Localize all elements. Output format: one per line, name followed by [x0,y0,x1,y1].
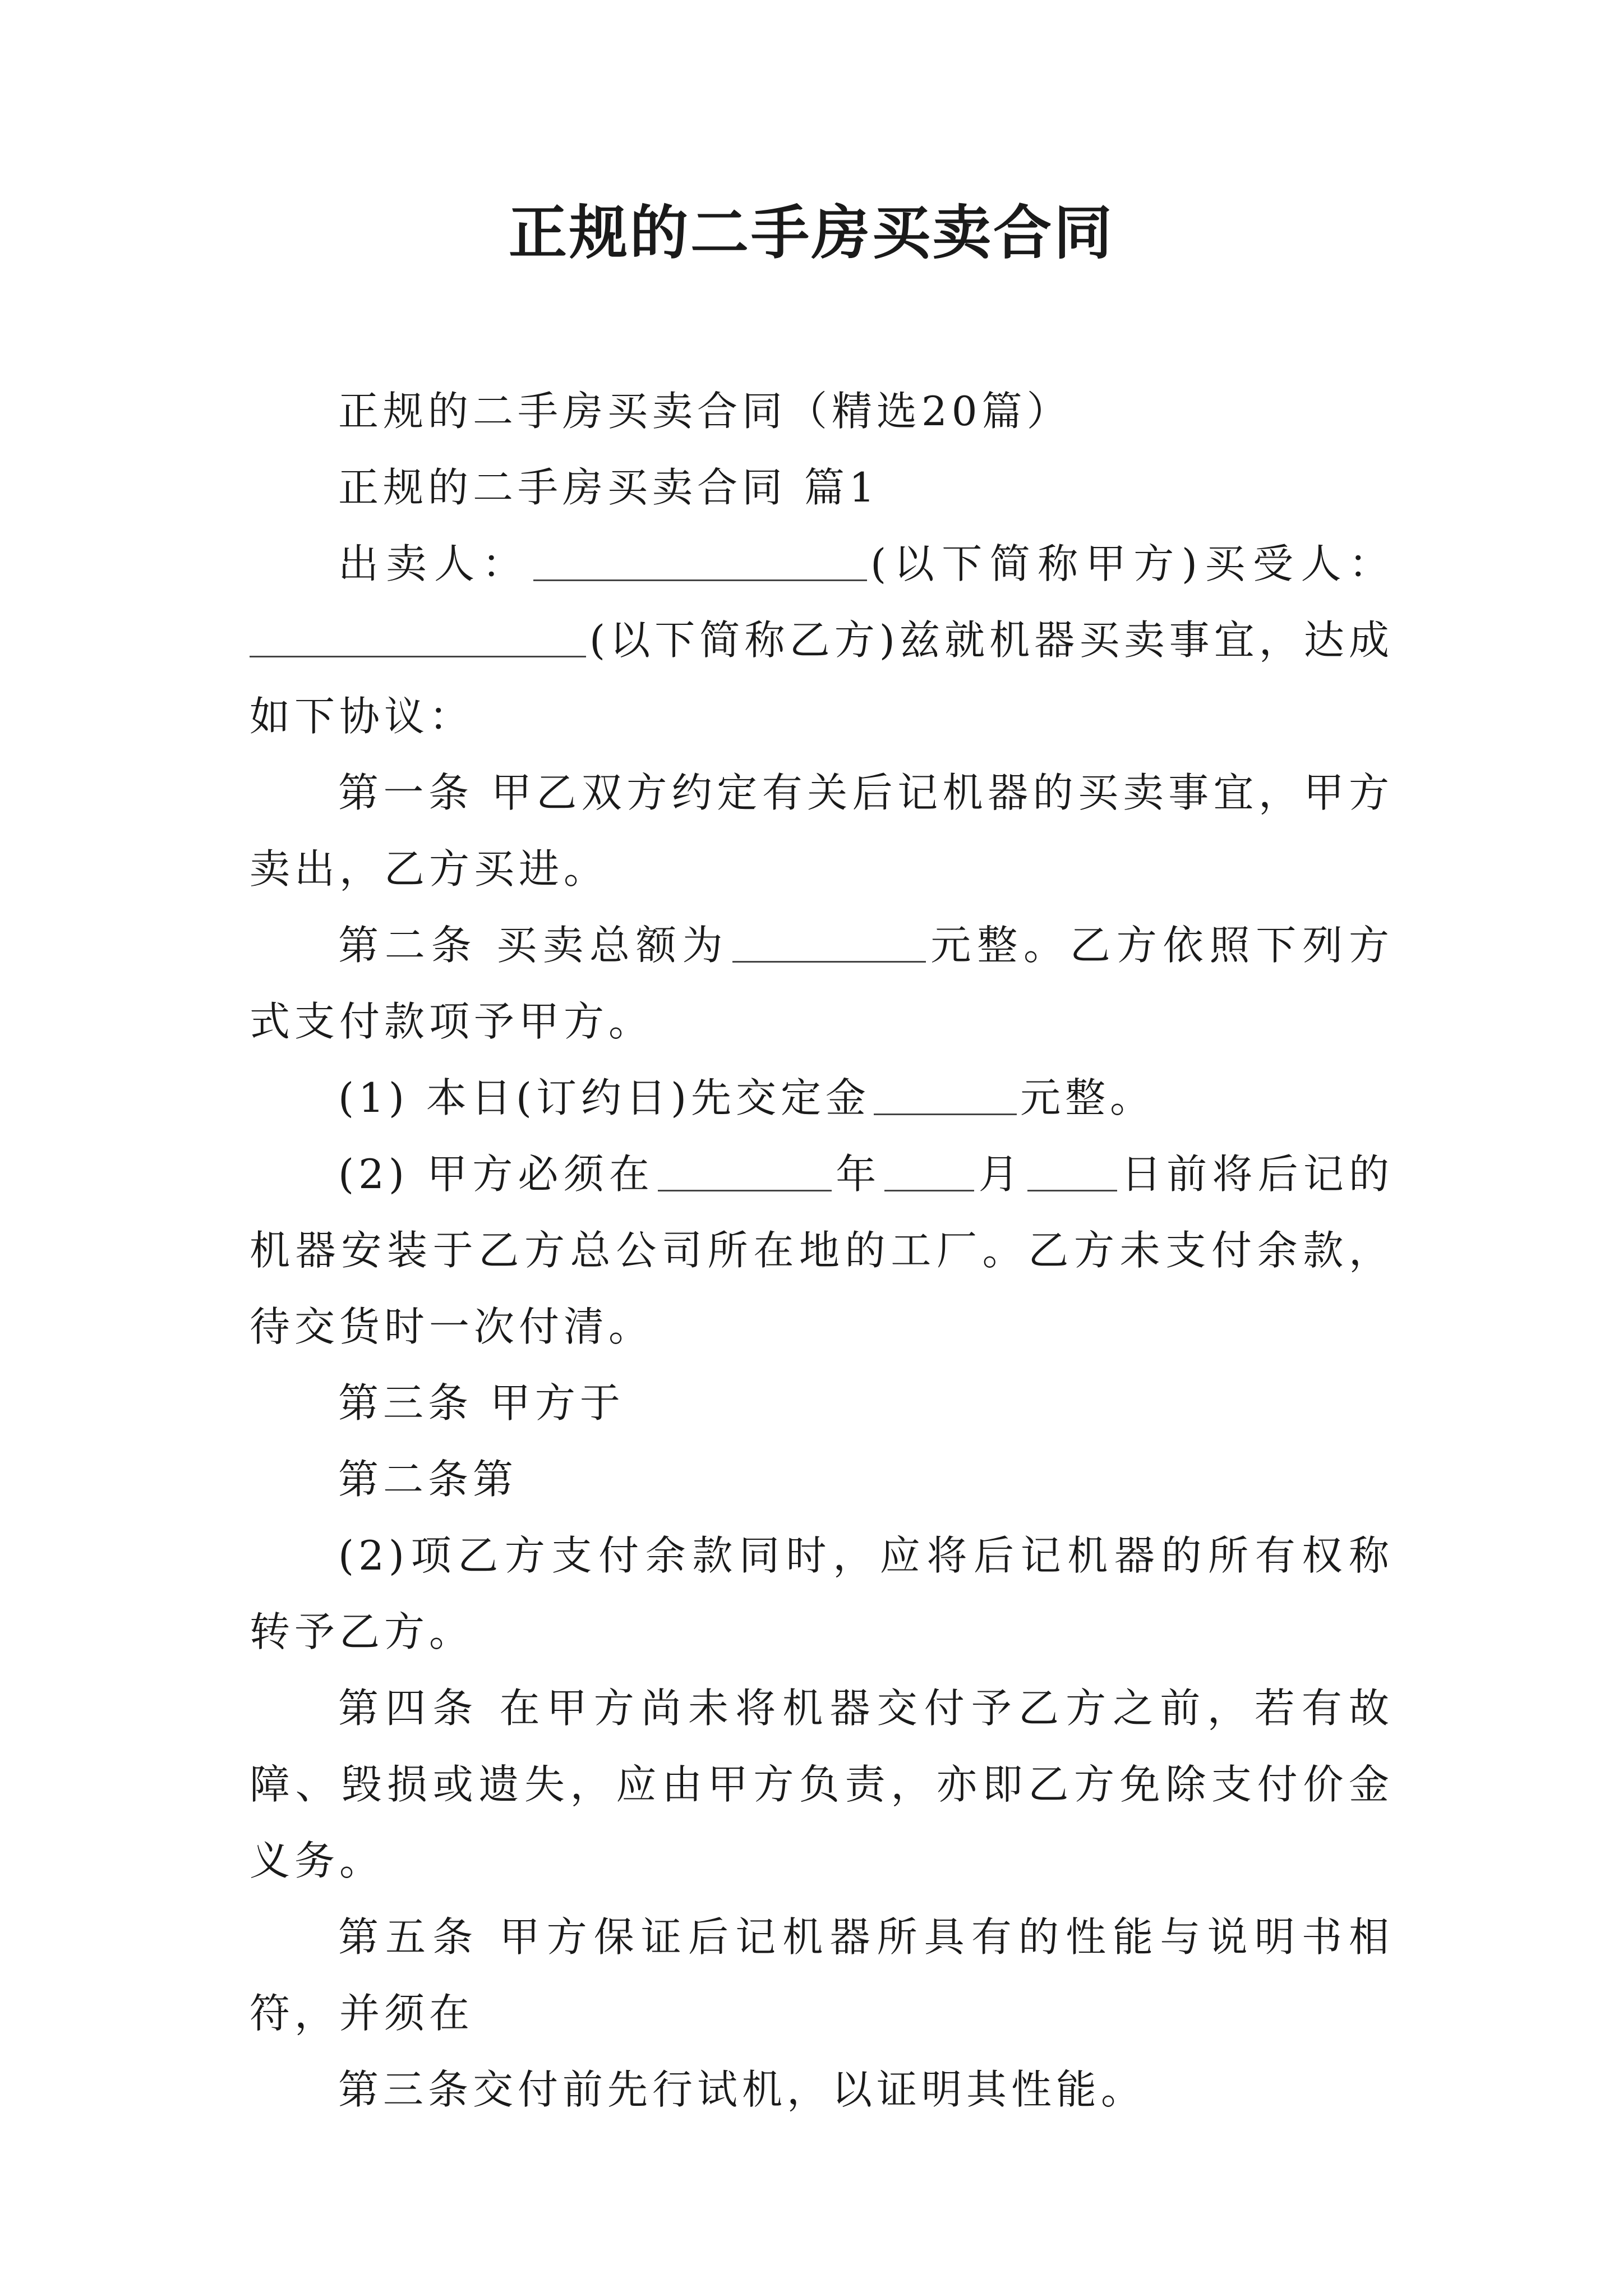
article-2-prefix: 第二条 买卖总额为 [338,922,729,969]
item-1-prefix: (1) 本日(订约日)先交定金 [338,1074,871,1121]
parties-paragraph [250,526,1394,754]
item-2-prefix: (2) 甲方必须在 [338,1151,655,1198]
article-3-line-1: 第三条 甲方于 [338,1379,625,1427]
item-2 [250,1136,1394,1365]
year-blank[interactable] [658,1156,832,1191]
seller-suffix: (以下简称甲方)买受人： [870,540,1394,587]
document-body [250,373,1394,2128]
item-2-suffix: 日前将后记的机器安装于乙方总公司所在地的工厂。乙方未支付余款，待交货时一次付清。 [250,1151,1394,1350]
article-5: 第五条 甲方保证后记机器所具有的性能与说明书相符，并须在 [250,1913,1394,2037]
seller-name-blank[interactable] [533,546,867,581]
month-label: 月 [978,1151,1024,1198]
total-amount-blank[interactable] [732,927,926,963]
deposit-amount-blank[interactable] [874,1080,1017,1115]
day-blank[interactable] [1027,1156,1117,1191]
article-2 [250,907,1394,1060]
month-blank[interactable] [884,1156,974,1191]
article-2-suffix: 元整。乙方依照下列方式支付款项予甲方。 [250,922,1394,1045]
article-5-continued: 第三条交付前先行试机，以证明其性能。 [338,2066,1146,2113]
year-label: 年 [835,1151,882,1198]
article-3-line-3: (2)项乙方支付余款同时，应将后记机器的所有权称转予乙方。 [250,1532,1394,1655]
article-4: 第四条 在甲方尚未将机器交付予乙方之前，若有故障、毁损或遗失，应由甲方负责，亦即乙方免除支付价金义务。 [250,1685,1394,1884]
article-1: 第一条 甲乙双方约定有关后记机器的买卖事宜，甲方卖出，乙方买进。 [250,769,1394,892]
item-1-suffix: 元整。 [1020,1074,1155,1121]
buyer-name-blank[interactable] [250,622,586,657]
section-heading: 正规的二手房买卖合同 篇1 [338,464,879,511]
article-3-line-2: 第二条第 [338,1456,518,1503]
document-title: 正规的二手房买卖合同 [508,199,1114,267]
item-1 [250,1060,1394,1136]
seller-label: 出卖人： [338,540,531,587]
buyer-suffix: (以下简称乙方)兹就机器买卖事宜，达成如下协议： [250,616,1394,740]
document-subtitle: 正规的二手房买卖合同（精选20篇） [338,388,1072,435]
